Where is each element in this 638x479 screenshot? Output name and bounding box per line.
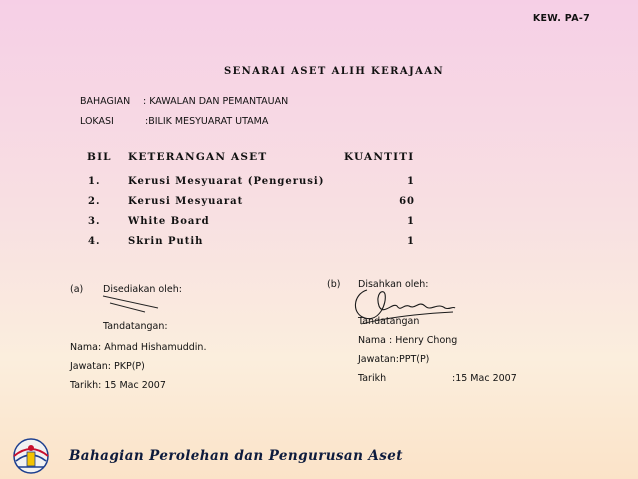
row-description: White Board <box>128 216 210 227</box>
location-value: :BILIK MESYUARAT UTAMA <box>145 116 269 127</box>
approved-position: Jawatan:PPT(P) <box>358 354 430 365</box>
approved-marker: (b) <box>327 279 341 290</box>
prepared-signature-mark <box>100 292 164 314</box>
department-value: : KAWALAN DAN PEMANTAUAN <box>143 96 289 107</box>
row-quantity: 1 <box>407 176 415 187</box>
approved-date-label: Tarikh <box>358 373 387 384</box>
form-code: KEW. PA-7 <box>532 13 590 24</box>
column-header-quantity: KUANTITI <box>344 151 415 163</box>
prepared-signature-label: Tandatangan: <box>103 321 168 332</box>
column-header-no: BIL <box>87 151 112 163</box>
approved-name: Nama : Henry Chong <box>358 335 458 346</box>
row-number: 2. <box>88 196 101 207</box>
approved-signature-label: Tandatangan <box>358 316 420 327</box>
row-description: Kerusi Mesyuarat <box>128 196 244 207</box>
row-description: Kerusi Mesyuarat (Pengerusi) <box>128 176 325 187</box>
row-number: 3. <box>88 216 101 227</box>
approved-heading: Disahkan oleh: <box>358 279 429 290</box>
footer-title: Bahagian Perolehan dan Pengurusan Aset <box>69 448 403 464</box>
prepared-position: Jawatan: PKP(P) <box>70 361 145 372</box>
prepared-name: Nama: Ahmad Hishamuddin. <box>70 342 207 353</box>
location-label: LOKASI <box>80 116 114 127</box>
prepared-date: Tarikh: 15 Mac 2007 <box>70 380 166 391</box>
row-number: 1. <box>88 176 101 187</box>
row-quantity: 1 <box>407 236 415 247</box>
row-quantity: 60 <box>399 196 415 207</box>
column-header-description: KETERANGAN ASET <box>128 151 268 163</box>
department-label: BAHAGIAN <box>80 96 131 107</box>
prepared-heading: Disediakan oleh: <box>103 284 182 295</box>
approved-date-value: :15 Mac 2007 <box>452 373 517 384</box>
row-description: Skrin Putih <box>128 236 204 247</box>
row-quantity: 1 <box>407 216 415 227</box>
document-title: SENARAI ASET ALIH KERAJAAN <box>223 66 445 77</box>
malaysia-ministry-crest-icon <box>8 437 54 475</box>
prepared-marker: (a) <box>70 284 84 295</box>
row-number: 4. <box>88 236 101 247</box>
